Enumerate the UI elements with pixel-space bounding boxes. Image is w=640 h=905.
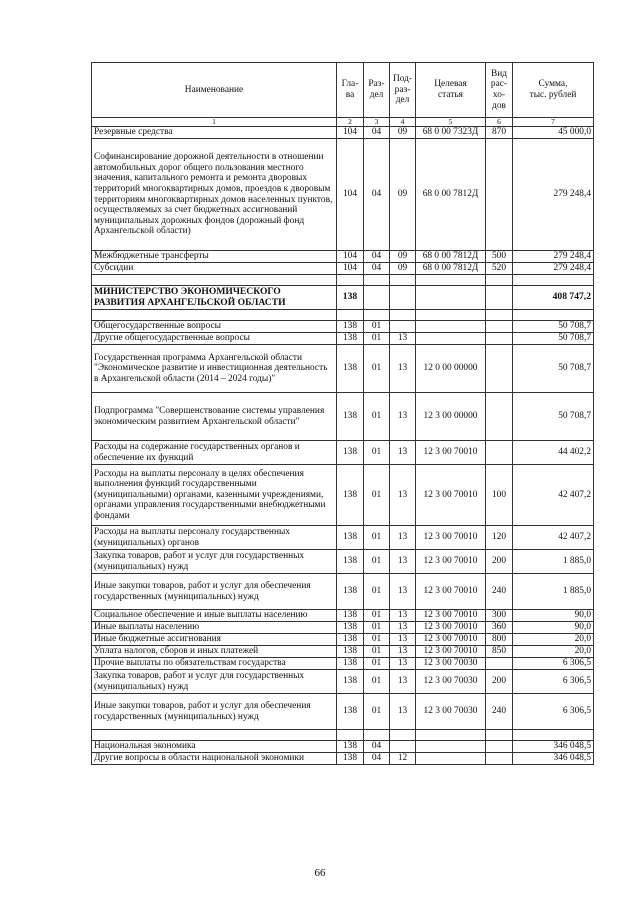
row-glava: 138	[337, 753, 364, 765]
row-sum: 20,0	[513, 634, 594, 646]
row-podrazdel: 13	[390, 550, 416, 574]
row-podrazdel	[390, 275, 416, 286]
table-row	[92, 634, 594, 646]
row-podrazdel	[390, 310, 416, 321]
column-number-row	[92, 118, 594, 127]
row-sum	[513, 275, 594, 286]
row-name	[92, 310, 337, 321]
row-glava: 138	[337, 345, 364, 393]
row-name: МИНИСТЕРСТВО ЭКОНОМИЧЕСКОГО РАЗВИТИЯ АРХАНГЕЛЬСКОЙ ОБЛАСТИ	[92, 286, 337, 310]
row-sum: 50 708,7	[513, 345, 594, 393]
row-sum: 1 885,0	[513, 574, 594, 610]
column-number: 5	[416, 118, 486, 127]
row-sum: 279 248,4	[513, 263, 594, 275]
row-sum: 50 708,7	[513, 333, 594, 345]
column-number: 1	[92, 118, 337, 127]
row-sum: 408 747,2	[513, 286, 594, 310]
row-razdel: 01	[364, 634, 390, 646]
table-row	[92, 550, 594, 574]
row-glava: 138	[337, 393, 364, 441]
row-sum: 346 048,5	[513, 753, 594, 765]
row-name: Расходы на выплаты персоналу в целях обеспечения выполнения функций государственными (муниципальными) органами, казенными учреждениями, органами управления государственными внебюджетными фондами	[92, 465, 337, 526]
row-razdel: 01	[364, 465, 390, 526]
row-razdel	[364, 275, 390, 286]
row-expense-type: 100	[486, 465, 513, 526]
row-sum: 1 885,0	[513, 550, 594, 574]
row-target-article: 12 0 00 00000	[416, 345, 486, 393]
budget-table	[91, 62, 594, 765]
row-glava: 138	[337, 286, 364, 310]
table-row	[92, 286, 594, 310]
row-name: Подпрограмма "Совершенствование системы управления экономическим развитием Архангельской области"	[92, 393, 337, 441]
row-razdel: 04	[364, 263, 390, 275]
column-number: 4	[390, 118, 416, 127]
row-glava: 138	[337, 646, 364, 658]
table-row	[92, 694, 594, 730]
row-podrazdel	[390, 730, 416, 741]
row-name: Закупка товаров, работ и услуг для государственных (муниципальных) нужд	[92, 550, 337, 574]
row-sum	[513, 730, 594, 741]
header-target	[416, 63, 486, 118]
row-glava: 138	[337, 321, 364, 333]
row-glava: 138	[337, 610, 364, 622]
row-podrazdel: 12	[390, 753, 416, 765]
row-glava: 138	[337, 333, 364, 345]
row-name	[92, 730, 337, 741]
row-expense-type	[486, 286, 513, 310]
table-row	[92, 139, 594, 251]
column-number: 2	[337, 118, 364, 127]
row-target-article: 12 3 00 70010	[416, 610, 486, 622]
table-row	[92, 622, 594, 634]
row-podrazdel: 13	[390, 694, 416, 730]
row-podrazdel: 13	[390, 393, 416, 441]
row-razdel: 01	[364, 321, 390, 333]
row-target-article: 68 0 00 7812Д	[416, 139, 486, 251]
row-glava: 138	[337, 694, 364, 730]
column-number: 6	[486, 118, 513, 127]
table-spacer-row	[92, 730, 594, 741]
row-expense-type: 300	[486, 610, 513, 622]
row-glava: 138	[337, 634, 364, 646]
table-row	[92, 393, 594, 441]
row-razdel: 01	[364, 694, 390, 730]
row-glava: 138	[337, 658, 364, 670]
row-target-article: 12 3 00 70010	[416, 526, 486, 550]
row-podrazdel: 13	[390, 526, 416, 550]
row-expense-type: 870	[486, 127, 513, 139]
row-target-article	[416, 741, 486, 753]
row-podrazdel: 13	[390, 658, 416, 670]
header-glava	[337, 63, 364, 118]
row-glava: 138	[337, 550, 364, 574]
row-glava: 138	[337, 441, 364, 465]
table-row	[92, 441, 594, 465]
table-row	[92, 333, 594, 345]
table-row	[92, 658, 594, 670]
row-target-article: 12 3 00 70010	[416, 622, 486, 634]
row-name: Иные закупки товаров, работ и услуг для обеспечения государственных (муниципальных) нужд	[92, 694, 337, 730]
row-glava: 104	[337, 251, 364, 263]
row-razdel: 04	[364, 741, 390, 753]
row-name: Национальная экономика	[92, 741, 337, 753]
header-razdel	[364, 63, 390, 118]
row-glava: 138	[337, 622, 364, 634]
row-name: Резервные средства	[92, 127, 337, 139]
table-header-row	[92, 63, 594, 118]
header-sum-text: Сумма, тыс. рублей	[529, 79, 577, 100]
row-name: Иные закупки товаров, работ и услуг для обеспечения государственных (муниципальных) нужд	[92, 574, 337, 610]
row-target-article: 12 3 00 70010	[416, 634, 486, 646]
header-vid	[486, 63, 513, 118]
row-glava	[337, 310, 364, 321]
row-expense-type: 200	[486, 550, 513, 574]
row-name: Прочие выплаты по обязательствам государства	[92, 658, 337, 670]
row-sum: 6 306,5	[513, 658, 594, 670]
budget-table-sheet	[91, 62, 593, 765]
row-razdel: 01	[364, 658, 390, 670]
row-name: Субсидии	[92, 263, 337, 275]
row-expense-type	[486, 730, 513, 741]
table-row	[92, 753, 594, 765]
header-razdel-text: Раз- дел	[368, 79, 385, 100]
row-razdel: 04	[364, 251, 390, 263]
row-name: Другие общегосударственные вопросы	[92, 333, 337, 345]
row-razdel	[364, 730, 390, 741]
row-razdel: 04	[364, 139, 390, 251]
table-row	[92, 345, 594, 393]
row-podrazdel	[390, 741, 416, 753]
row-name: Общегосударственные вопросы	[92, 321, 337, 333]
row-razdel	[364, 310, 390, 321]
row-expense-type: 240	[486, 694, 513, 730]
row-podrazdel: 13	[390, 634, 416, 646]
row-name: Государственная программа Архангельской области "Экономическое развитие и инвестиционная деятельность в Архангельской области (2014 – 2024 годы)"	[92, 345, 337, 393]
row-expense-type	[486, 345, 513, 393]
row-podrazdel: 13	[390, 465, 416, 526]
row-name: Софинансирование дорожной деятельности в отношении автомобильных дорог общего пользования местного значения, капитального ремонта и ремонта дворовых территорий многоквартирных домов, проездов к дворовым территориям многоквартирных домов населенных пунктов, осуществляемых за счет бюджетных ассигнований муниципальных дорожных фондов (дорожный фонд Архангельской области)	[92, 139, 337, 251]
row-target-article	[416, 275, 486, 286]
row-sum: 42 407,2	[513, 526, 594, 550]
row-podrazdel	[390, 321, 416, 333]
table-row	[92, 646, 594, 658]
row-razdel: 04	[364, 753, 390, 765]
header-target-text: Целевая статья	[434, 79, 467, 100]
row-sum: 279 248,4	[513, 139, 594, 251]
row-expense-type: 360	[486, 622, 513, 634]
row-podrazdel: 13	[390, 441, 416, 465]
row-razdel: 01	[364, 345, 390, 393]
header-name-text: Наименование	[184, 84, 244, 95]
row-razdel: 01	[364, 622, 390, 634]
row-target-article: 68 0 00 7323Д	[416, 127, 486, 139]
row-podrazdel: 13	[390, 610, 416, 622]
row-podrazdel: 13	[390, 646, 416, 658]
row-podrazdel: 13	[390, 670, 416, 694]
row-expense-type	[486, 275, 513, 286]
row-razdel: 04	[364, 127, 390, 139]
row-sum: 6 306,5	[513, 694, 594, 730]
row-glava: 138	[337, 574, 364, 610]
row-target-article	[416, 730, 486, 741]
row-target-article	[416, 333, 486, 345]
row-sum: 44 402,2	[513, 441, 594, 465]
table-row	[92, 741, 594, 753]
row-glava	[337, 275, 364, 286]
table-row	[92, 526, 594, 550]
row-glava: 138	[337, 465, 364, 526]
row-glava: 104	[337, 263, 364, 275]
row-razdel: 01	[364, 646, 390, 658]
column-number: 7	[513, 118, 594, 127]
row-name: Закупка товаров, работ и услуг для государственных (муниципальных) нужд	[92, 670, 337, 694]
row-name: Расходы на содержание государственных органов и обеспечение их функций	[92, 441, 337, 465]
row-name	[92, 275, 337, 286]
row-razdel: 01	[364, 574, 390, 610]
row-razdel: 01	[364, 393, 390, 441]
row-expense-type: 120	[486, 526, 513, 550]
row-sum: 90,0	[513, 622, 594, 634]
row-name: Межбюджетные трансферты	[92, 251, 337, 263]
table-row	[92, 610, 594, 622]
row-expense-type	[486, 321, 513, 333]
row-expense-type: 520	[486, 263, 513, 275]
column-number: 3	[364, 118, 390, 127]
header-vid-text: Вид рас- хо- дов	[490, 68, 508, 111]
row-razdel: 01	[364, 670, 390, 694]
row-razdel	[364, 286, 390, 310]
row-target-article: 12 3 00 70030	[416, 694, 486, 730]
row-podrazdel: 13	[390, 333, 416, 345]
table-row	[92, 263, 594, 275]
table-row	[92, 670, 594, 694]
header-name	[92, 63, 337, 118]
row-podrazdel: 09	[390, 251, 416, 263]
row-expense-type	[486, 139, 513, 251]
row-expense-type: 500	[486, 251, 513, 263]
row-name: Социальное обеспечение и иные выплаты населению	[92, 610, 337, 622]
row-sum: 90,0	[513, 610, 594, 622]
row-expense-type	[486, 310, 513, 321]
row-target-article: 12 3 00 70030	[416, 658, 486, 670]
row-target-article	[416, 310, 486, 321]
row-sum: 6 306,5	[513, 670, 594, 694]
row-expense-type	[486, 393, 513, 441]
row-razdel: 01	[364, 610, 390, 622]
row-podrazdel: 09	[390, 127, 416, 139]
row-sum: 42 407,2	[513, 465, 594, 526]
table-row	[92, 321, 594, 333]
header-podrazdel	[390, 63, 416, 118]
table-spacer-row	[92, 275, 594, 286]
row-expense-type	[486, 333, 513, 345]
row-target-article: 12 3 00 70010	[416, 574, 486, 610]
row-target-article: 12 3 00 00000	[416, 393, 486, 441]
row-glava: 104	[337, 127, 364, 139]
row-glava: 138	[337, 526, 364, 550]
row-expense-type	[486, 753, 513, 765]
row-name: Другие вопросы в области национальной экономики	[92, 753, 337, 765]
row-name: Расходы на выплаты персоналу государственных (муниципальных) органов	[92, 526, 337, 550]
row-name: Иные бюджетные ассигнования	[92, 634, 337, 646]
row-expense-type	[486, 741, 513, 753]
row-expense-type: 850	[486, 646, 513, 658]
page-number: 66	[314, 867, 326, 879]
row-target-article: 12 3 00 70030	[416, 670, 486, 694]
row-glava	[337, 730, 364, 741]
row-sum: 346 048,5	[513, 741, 594, 753]
row-target-article: 12 3 00 70010	[416, 646, 486, 658]
row-target-article	[416, 321, 486, 333]
row-sum: 279 248,4	[513, 251, 594, 263]
row-razdel: 01	[364, 441, 390, 465]
row-target-article: 12 3 00 70010	[416, 441, 486, 465]
row-expense-type: 800	[486, 634, 513, 646]
row-razdel: 01	[364, 526, 390, 550]
row-target-article: 68 0 00 7812Д	[416, 263, 486, 275]
table-row	[92, 127, 594, 139]
row-podrazdel	[390, 286, 416, 310]
row-glava: 138	[337, 670, 364, 694]
row-name: Уплата налогов, сборов и иных платежей	[92, 646, 337, 658]
row-target-article	[416, 286, 486, 310]
table-row	[92, 574, 594, 610]
row-expense-type	[486, 658, 513, 670]
row-sum: 50 708,7	[513, 321, 594, 333]
row-name: Иные выплаты населению	[92, 622, 337, 634]
row-glava: 138	[337, 741, 364, 753]
header-glava-text: Гла- ва	[341, 79, 359, 100]
row-podrazdel: 13	[390, 622, 416, 634]
table-spacer-row	[92, 310, 594, 321]
row-sum	[513, 310, 594, 321]
row-target-article: 12 3 00 70010	[416, 550, 486, 574]
row-razdel: 01	[364, 550, 390, 574]
row-expense-type: 240	[486, 574, 513, 610]
table-row	[92, 251, 594, 263]
row-razdel: 01	[364, 333, 390, 345]
row-expense-type: 200	[486, 670, 513, 694]
row-glava: 104	[337, 139, 364, 251]
row-target-article: 12 3 00 70010	[416, 465, 486, 526]
row-podrazdel: 09	[390, 139, 416, 251]
header-sum	[513, 63, 594, 118]
row-podrazdel: 13	[390, 345, 416, 393]
row-sum: 45 000,0	[513, 127, 594, 139]
row-expense-type	[486, 441, 513, 465]
table-body	[92, 127, 594, 765]
row-target-article	[416, 753, 486, 765]
row-target-article: 68 0 00 7812Д	[416, 251, 486, 263]
header-podrazdel-text: Под- раз- дел	[392, 74, 413, 106]
table-row	[92, 465, 594, 526]
row-podrazdel: 13	[390, 574, 416, 610]
row-sum: 50 708,7	[513, 393, 594, 441]
row-sum: 20,0	[513, 646, 594, 658]
row-podrazdel: 09	[390, 263, 416, 275]
